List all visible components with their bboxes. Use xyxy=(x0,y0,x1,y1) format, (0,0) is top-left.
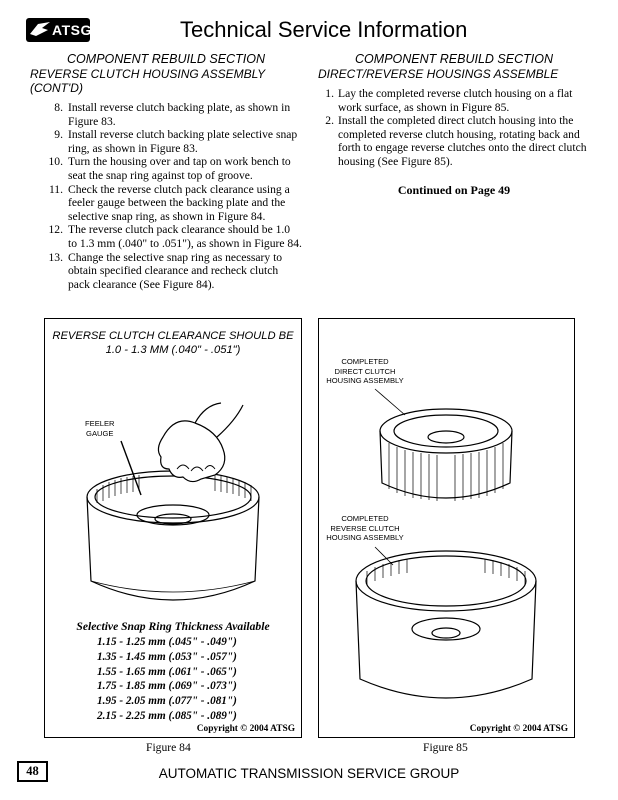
direct-clutch-label: COMPLETED DIRECT CLUTCH HOUSING ASSEMBLY xyxy=(326,357,404,385)
snap-ring-size: 1.35 - 1.45 mm (.053" - .057") xyxy=(97,650,237,663)
snap-ring-title: Selective Snap Ring Thickness Available xyxy=(76,620,270,633)
page-title: Technical Service Information xyxy=(180,17,468,42)
snap-ring-size: 1.95 - 2.05 mm (.077" - .081") xyxy=(97,695,237,708)
steps-list-left xyxy=(30,101,302,291)
step-item: 13. Change the selective snap ring as necessary to obtain specified clearance and recheck clutch pack clearance (See Figure 84). xyxy=(48,250,283,291)
feeler-gauge-label: FEELER GAUGE xyxy=(85,419,115,438)
logo-text: ATSG xyxy=(52,22,92,38)
continued-note: Continued on Page 49 xyxy=(397,182,511,197)
step-item: 9. Install reverse clutch backing plate selective snap ring, as shown in Figure 83. xyxy=(54,128,298,155)
step-item: 11. Check the reverse clutch pack clearance using a feeler gauge between the backing plate and the selective snap ring, as shown in Figure 84. xyxy=(48,182,290,223)
figure-84-label: Figure 84 xyxy=(146,741,191,754)
section-subtitle-right: DIRECT/REVERSE HOUSINGS ASSEMBLE xyxy=(318,67,559,81)
snap-ring-size: 1.75 - 1.85 mm (.069" - .073") xyxy=(97,680,237,693)
copyright-84: Copyright © 2004 ATSG xyxy=(196,724,295,734)
footer-text: AUTOMATIC TRANSMISSION SERVICE GROUP xyxy=(158,766,460,781)
section-title-right: COMPONENT REBUILD SECTION xyxy=(355,52,553,66)
page-number: 48 xyxy=(17,761,48,782)
reverse-clutch-housing-illustration xyxy=(45,319,301,619)
step-item: 8. Install reverse clutch backing plate, as shown in Figure 83. xyxy=(54,101,291,128)
left-column xyxy=(30,52,302,291)
figure-84-box xyxy=(44,318,302,738)
step-item: 2. Install the completed direct clutch housing into the completed reverse clutch housing, rotating back and forth to engage reverse clutches onto the direct clutch housing (See Figure 85). xyxy=(325,114,587,168)
section-title-left: COMPONENT REBUILD SECTION xyxy=(67,52,265,66)
figure-84-caption: REVERSE CLUTCH CLEARANCE SHOULD BE 1.0 - 1.3 MM (.040" - .051") xyxy=(52,330,294,356)
step-item: 1. Lay the completed reverse clutch housing on a flat work surface, as shown in Figure 85. xyxy=(325,87,573,114)
snap-ring-size: 1.15 - 1.25 mm (.045" - .049") xyxy=(97,636,237,648)
reverse-clutch-label: COMPLETED REVERSE CLUTCH HOUSING ASSEMBLY xyxy=(326,514,404,542)
snap-ring-size: 1.55 - 1.65 mm (.061" - .065") xyxy=(97,665,237,678)
copyright-85: Copyright © 2004 ATSG xyxy=(469,724,568,734)
section-subtitle-left: REVERSE CLUTCH HOUSING ASSEMBLY (CONT'D) xyxy=(30,67,265,95)
bird-logo-icon xyxy=(28,18,52,42)
figure-85-label: Figure 85 xyxy=(423,741,468,754)
snap-ring-size: 2.15 - 2.25 mm (.085" - .089") xyxy=(97,709,237,722)
snap-ring-list xyxy=(97,635,237,724)
step-item: 12. The reverse clutch pack clearance should be 1.0 to 1.3 mm (.040" to .051"), as shown in Figure 84. xyxy=(48,223,302,250)
atsg-logo xyxy=(26,18,90,42)
steps-list-right xyxy=(318,87,590,169)
step-item: 10. Turn the housing over and tap on work bench to seat the snap ring against top of groove. xyxy=(48,155,291,182)
figure-85-box xyxy=(318,318,575,738)
right-column xyxy=(318,52,590,198)
